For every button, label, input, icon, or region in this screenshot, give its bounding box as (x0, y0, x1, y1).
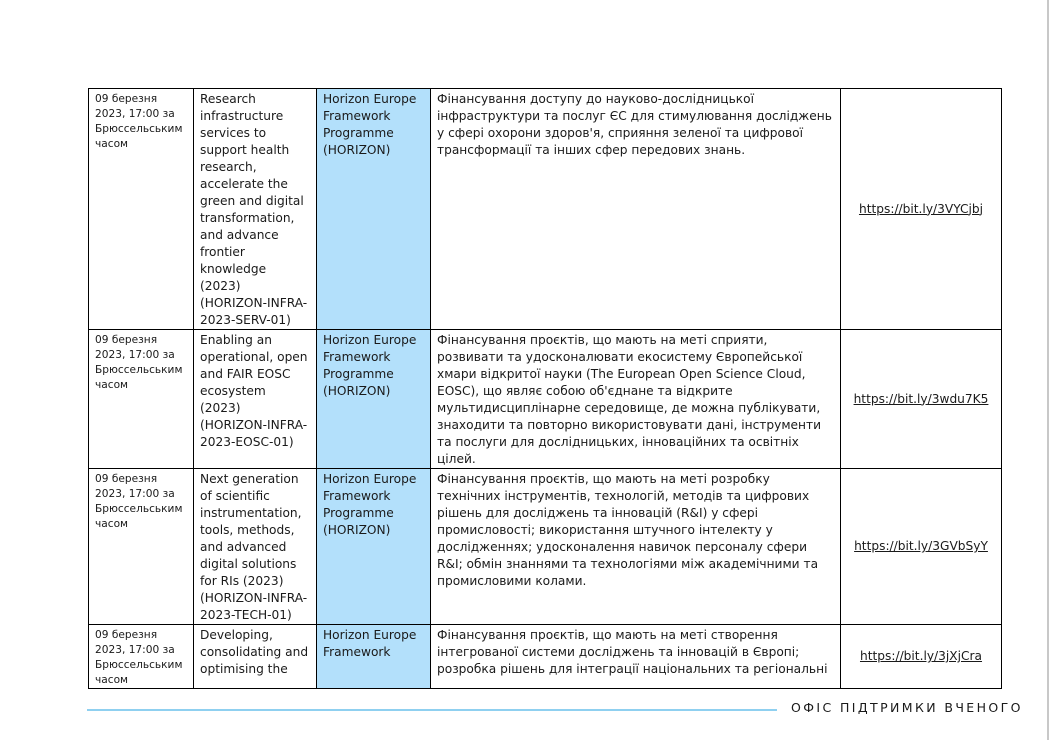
deadline-cell: 09 березня 2023, 17:00 за Брюссельським часом (89, 89, 194, 330)
call-link[interactable]: https://bit.ly/3GVbSyY (854, 539, 988, 553)
programme-cell: Horizon Europe Framework Programme (HORIZON) (317, 330, 431, 469)
table-row (89, 330, 1002, 469)
link-cell (841, 330, 1002, 469)
call-title-cell: Developing, consolidating and optimising the (194, 625, 317, 689)
grants-table (88, 88, 1002, 689)
description-cell: Фінансування доступу до науково-дослідницької інфраструктури та послуг ЄС для стимулювання досліджень у сфері охорони здоров'я, сприяння зеленої та цифрової трансформації та інших сфер передових знань. (431, 89, 841, 330)
description-cell: Фінансування проєктів, що мають на меті сприяти, розвивати та удосконалювати екосистему Європейської хмари відкритої науки (The European Open Science Cloud, EOSC), що являє собою об'єднане та відкрите мультидисциплінарне середовище, де можна публікувати, знаходити та повторно використовувати дані, інструменти та послуги для дослідницьких, інноваційних та освітніх цілей. (431, 330, 841, 469)
table-row (89, 469, 1002, 625)
call-link[interactable]: https://bit.ly/3VYCjbj (858, 201, 984, 216)
footer-org-name: ОФІС ПІДТРИМКИ ВЧЕНОГО (791, 700, 1023, 715)
deadline-cell: 09 березня 2023, 17:00 за Брюссельським часом (89, 625, 194, 689)
table-row (89, 625, 1002, 689)
deadline-cell: 09 березня 2023, 17:00 за Брюссельським часом (89, 469, 194, 625)
description-cell: Фінансування проєктів, що мають на меті розробку технічних інструментів, технологій, методів та цифрових рішень для досліджень та інновацій (R&I) у сфері промисловості; використання штучного інтелекту у дослідженнях; удосконалення навичок персоналу сфери R&I; обмін знаннями та технологіями між академічними та промисловими колами. (431, 469, 841, 625)
programme-cell: Horizon Europe Framework Programme (HORIZON) (317, 89, 431, 330)
page-edge-divider (1047, 0, 1049, 740)
programme-cell: Horizon Europe Framework Programme (HORIZON) (317, 469, 431, 625)
link-cell (841, 89, 1002, 330)
footer-divider-line (87, 709, 777, 711)
link-cell (841, 469, 1002, 625)
call-link[interactable]: https://bit.ly/3jXjCra (859, 649, 983, 663)
programme-cell: Horizon Europe Framework (317, 625, 431, 689)
table-row (89, 89, 1002, 330)
description-cell: Фінансування проєктів, що мають на меті створення інтегрованої системи досліджень та інновацій в Європі; розробка рішень для інтеграції національних та регіональні (431, 625, 841, 689)
link-cell (841, 625, 1002, 689)
call-title-cell: Next generation of scientific instrumentation, tools, methods, and advanced digital solutions for RIs (2023) (HORIZON-INFRA-2023-TECH-01) (194, 469, 317, 625)
call-title-cell: Enabling an operational, open and FAIR EOSC ecosystem (2023) (HORIZON-INFRA-2023-EOSC-01) (194, 330, 317, 469)
call-link[interactable]: https://bit.ly/3wdu7K5 (853, 391, 989, 406)
deadline-cell: 09 березня 2023, 17:00 за Брюссельським часом (89, 330, 194, 469)
call-title-cell: Research infrastructure services to support health research, accelerate the green and digital transformation, and advance frontier knowledge (2023) (HORIZON-INFRA-2023-SERV-01) (194, 89, 317, 330)
